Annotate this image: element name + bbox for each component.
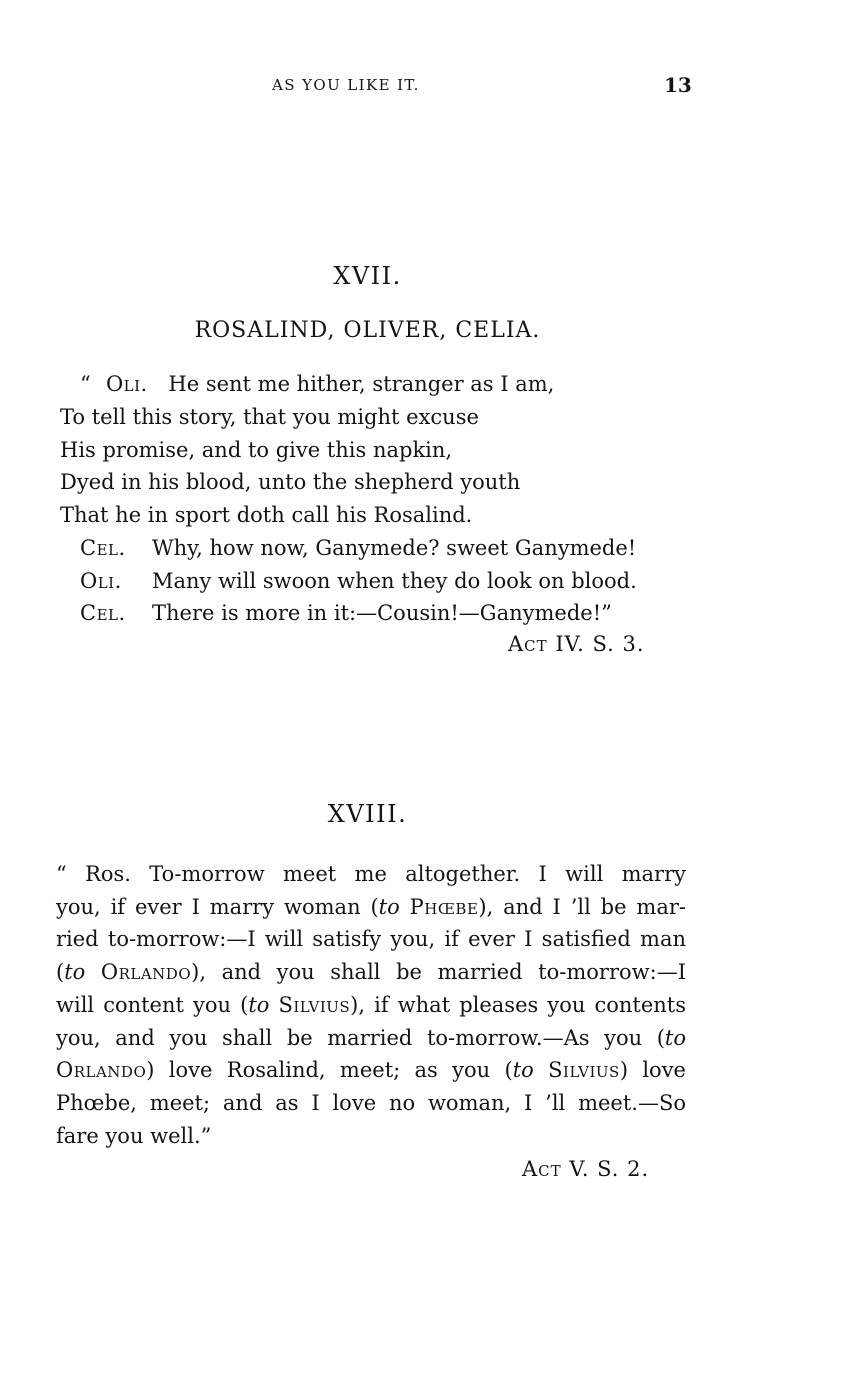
- verse-line-4: Dyed in his blood, unto the shepherd youth: [60, 470, 521, 494]
- verse-line-2: To tell this story, that you might excuse: [60, 405, 479, 429]
- prose-line: Orlando) love Rosalind, meet; as you (to Silvius) love: [56, 1058, 686, 1083]
- prose-line: you, if ever I marry woman (to Phœbe), and I ’ll be mar-: [56, 894, 686, 919]
- section-numeral-xviii: XVIII.: [327, 800, 408, 828]
- verse-text: He sent me hither, stranger as I am,: [168, 372, 555, 396]
- prose-line: you, and you shall be married to-morrow.—As you (to: [56, 1025, 686, 1050]
- dialogue-text: Why, how now, Ganymede? sweet Ganymede!: [152, 536, 637, 560]
- prose-speech: [56, 858, 686, 1152]
- citation-act-v: Act V. S. 2.: [522, 1157, 650, 1181]
- dialogue-text: There is more in it:—Cousin!—Ganymede!”: [152, 601, 612, 625]
- prose-line: (to Orlando), and you shall be married to-morrow:—I: [56, 960, 686, 985]
- prose-line: “ Ros. To-morrow meet me altogether. I will marry: [56, 862, 686, 886]
- page-number: 13: [664, 73, 692, 97]
- speaker-cel: Cel.: [80, 601, 126, 625]
- speaker-oli: Oli.: [80, 569, 122, 593]
- prose-line: ried to-morrow:—I will satisfy you, if ever I satisfied man: [56, 927, 686, 952]
- dialogue-line-2: [80, 566, 637, 596]
- verse-line-1: [60, 369, 554, 399]
- section-numeral-xvii: XVII.: [333, 262, 402, 290]
- scene-characters: ROSALIND, OLIVER, CELIA.: [194, 318, 541, 343]
- verse-line-3: His promise, and to give this napkin,: [60, 438, 453, 462]
- prose-line: fare you well.”: [56, 1123, 212, 1148]
- speaker-oli: Oli.: [105, 372, 148, 396]
- running-title: AS YOU LIKE IT.: [272, 76, 420, 94]
- speaker-cel: Cel.: [80, 536, 126, 560]
- dialogue-text: Many will swoon when they do look on blood.: [152, 569, 637, 593]
- dialogue-line-3: [80, 598, 612, 628]
- citation-act-iv: Act IV. S. 3.: [508, 632, 645, 656]
- dialogue-line-1: [80, 533, 636, 563]
- prose-line: Phœbe, meet; and as I love no woman, I ’ll meet.—So: [56, 1090, 686, 1115]
- opening-quote: “: [80, 372, 92, 396]
- running-head: [0, 73, 843, 100]
- verse-line-5: That he in sport doth call his Rosalind.: [60, 503, 473, 527]
- prose-line: will content you (to Silvius), if what pleases you contents: [56, 992, 686, 1017]
